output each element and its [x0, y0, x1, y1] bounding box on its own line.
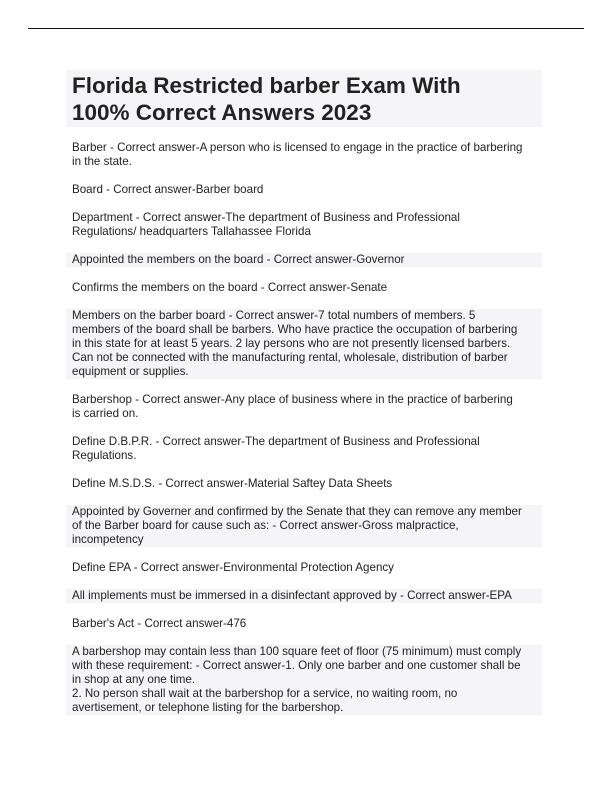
qa-item: Appointed the members on the board - Correct answer-Governor — [66, 253, 542, 267]
qa-item: All implements must be immersed in a disinfectant approved by - Correct answer-EPA — [66, 589, 542, 603]
qa-item: Board - Correct answer-Barber board — [72, 183, 264, 196]
qa-item: Appointed by Governer and confirmed by the Senate that they can remove any member of the Barber board for cause such as: - Correct answer-Gross malpractice, incompetency — [66, 505, 542, 547]
qa-item: Department - Correct answer-The department of Business and Professional Regulations/ headquarters Tallahassee Florida — [72, 211, 460, 238]
qa-item: Barber - Correct answer-A person who is licensed to engage in the practice of barbering in the state. — [72, 141, 523, 168]
qa-item: Define EPA - Correct answer-Environmental Protection Agency — [72, 561, 394, 574]
qa-list — [66, 141, 542, 715]
top-rule — [28, 28, 584, 29]
qa-item: Members on the barber board - Correct answer-7 total numbers of members. 5 members of the board shall be barbers. Who have practice the occupation of barbering in this state for at least 5 years. 2 lay persons who are not presently licensed barbers. Can not be connected with the manufacturing rental, wholesale, distribution of barber equipment or supplies. — [66, 309, 542, 379]
qa-item: Define D.B.P.R. - Correct answer-The department of Business and Professional Regulations. — [72, 435, 480, 462]
qa-item: Define M.S.D.S. - Correct answer-Material Saftey Data Sheets — [72, 477, 393, 490]
qa-item: A barbershop may contain less than 100 square feet of floor (75 minimum) must comply with these requirement: - Correct answer-1. Only one barber and one customer shall be in shop at any one time. 2. No person shall wait at the barbershop for a service, no waiting room, no avertisement, or telephone listing for the barbershop. — [66, 645, 542, 715]
document-title: Florida Restricted barber Exam With 100% Correct Answers 2023 — [72, 73, 461, 125]
qa-item: Confirms the members on the board - Correct answer-Senate — [72, 281, 388, 294]
qa-item: Barbershop - Correct answer-Any place of business where in the practice of barbering is carried on. — [72, 393, 513, 420]
qa-item: Barber's Act - Correct answer-476 — [72, 617, 247, 630]
